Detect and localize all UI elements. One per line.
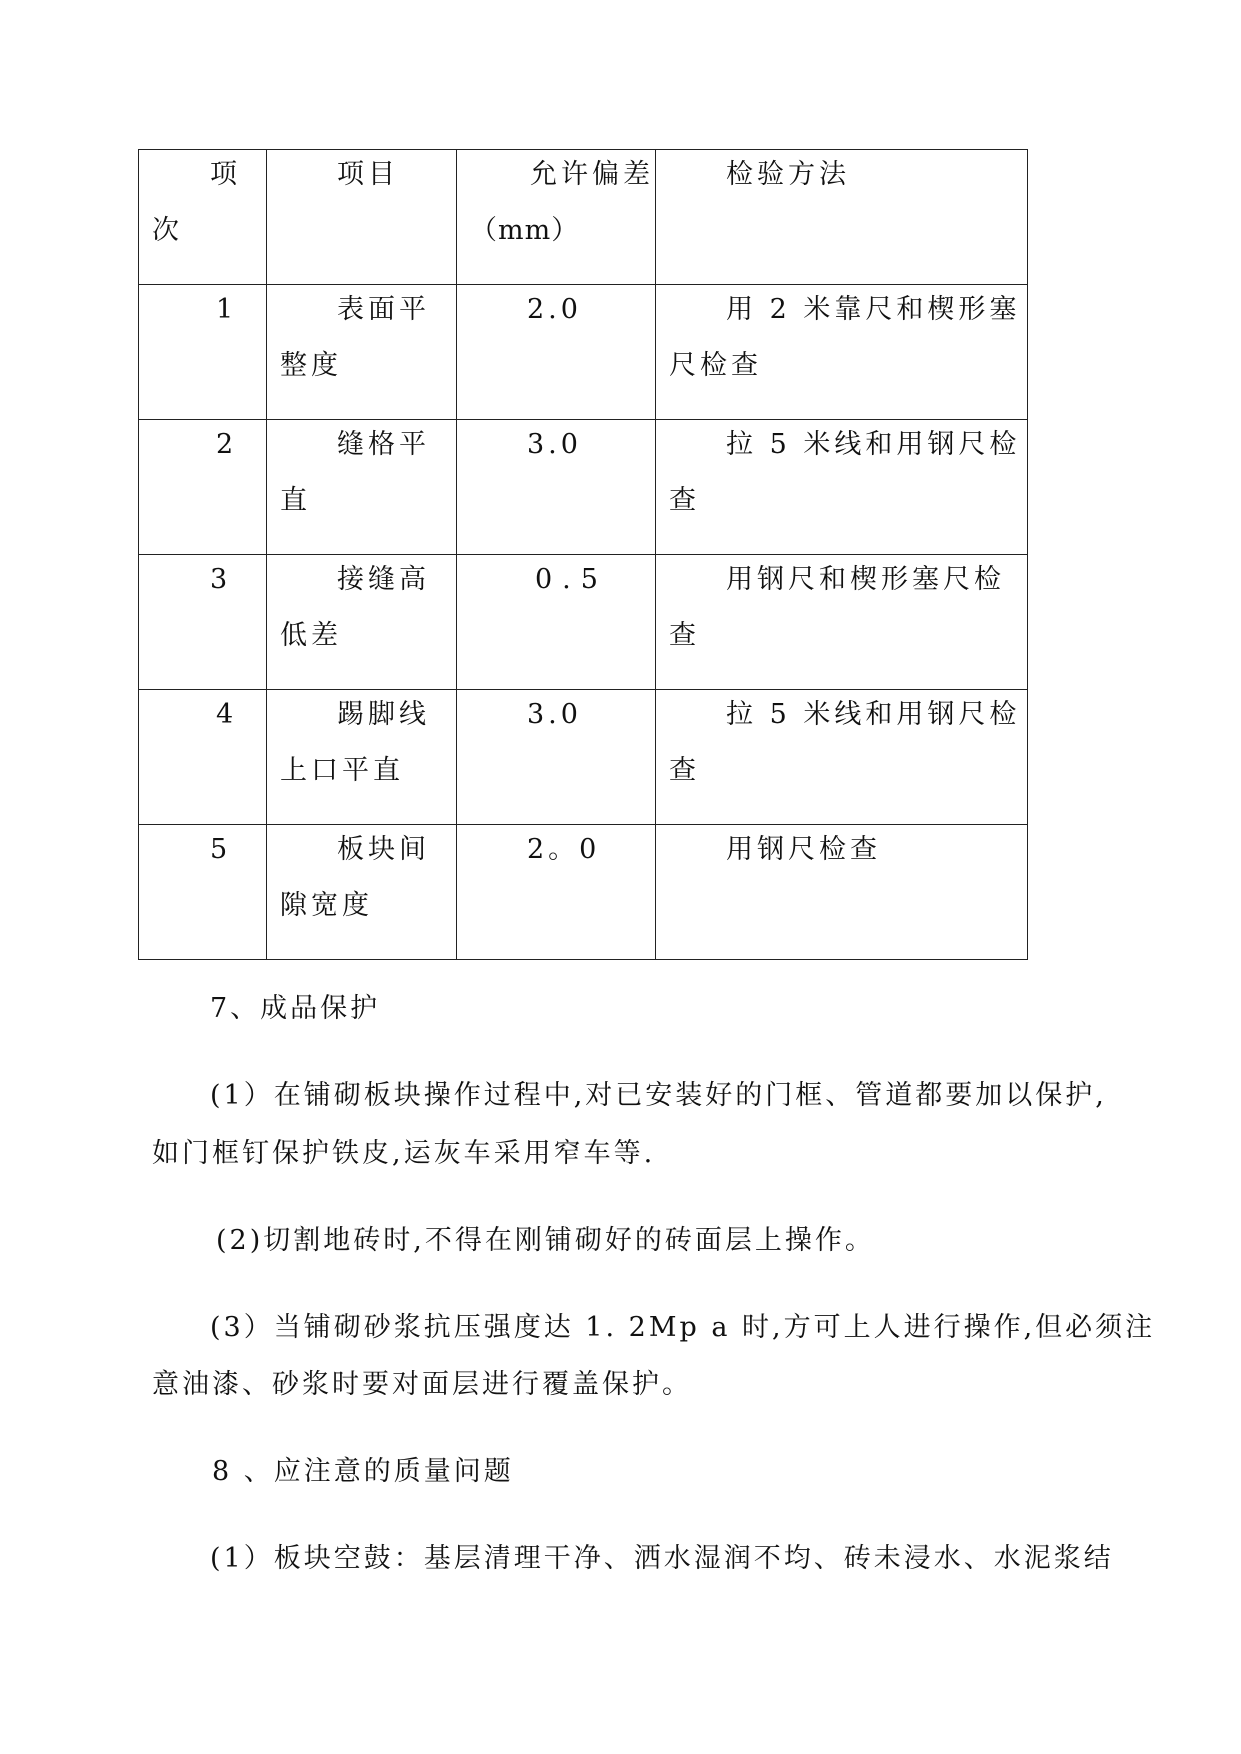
item-line1: 缝格平: [337, 429, 430, 460]
cell-method: [656, 555, 1028, 690]
header-item: [267, 150, 457, 285]
item-line2: 低差: [280, 620, 342, 651]
cell-method: [656, 420, 1028, 555]
method-line1: 拉 5 米线和用钢尺检: [726, 699, 1021, 730]
section-7-para-3-line-1: (3）当铺砌砂浆抗压强度达 1. 2Mp a 时,方可上人进行操作,但必须注: [210, 1312, 1156, 1343]
section-7-para-1-line-1: (1）在铺砌板块操作过程中,对已安装好的门框、管道都要加以保护,: [210, 1080, 1107, 1111]
item-line1: 板块间: [337, 834, 430, 865]
cell-tolerance: [457, 825, 656, 960]
method-line2: 查: [669, 485, 700, 516]
table-row: [139, 825, 1028, 960]
cell-tolerance: [457, 555, 656, 690]
section-7-para-2: (2)切割地砖时,不得在刚铺砌好的砖面层上操作。: [216, 1225, 875, 1256]
section-7-para-1-line-2: 如门框钉保护铁皮,运灰车采用窄车等.: [152, 1138, 656, 1169]
header-method-label: 检验方法: [726, 159, 850, 190]
row-no: 2: [216, 429, 238, 460]
tolerance-value: 0.5: [535, 564, 608, 595]
cell-item: [267, 825, 457, 960]
header-tolerance-line1: 允许偏差: [530, 159, 654, 190]
row-no: 3: [210, 564, 232, 595]
cell-item: [267, 285, 457, 420]
item-line2: 上口平直: [280, 755, 404, 786]
method-line1: 用 2 米靠尺和楔形塞: [726, 294, 1021, 325]
tolerance-value: 3.0: [527, 699, 582, 730]
cell-tolerance: [457, 690, 656, 825]
cell-item: [267, 420, 457, 555]
tolerance-value: 3.0: [527, 429, 582, 460]
cell-method: [656, 285, 1028, 420]
cell-method: [656, 825, 1028, 960]
tolerance-value: 2。0: [527, 834, 601, 865]
header-no-line1: 项: [210, 159, 241, 190]
item-line1: 表面平: [337, 294, 430, 325]
header-no-line2: 次: [152, 215, 183, 246]
cell-no: [139, 420, 267, 555]
item-line2: 整度: [280, 350, 342, 381]
tolerance-table: [138, 149, 1028, 960]
table-row: [139, 420, 1028, 555]
method-line1: 拉 5 米线和用钢尺检: [726, 429, 1021, 460]
cell-item: [267, 690, 457, 825]
cell-no: [139, 690, 267, 825]
table-header-row: [139, 150, 1028, 285]
section-8-title: 8 、应注意的质量问题: [212, 1456, 514, 1487]
method-line1: 用钢尺和楔形塞尺检: [726, 564, 1005, 595]
cell-tolerance: [457, 420, 656, 555]
item-line2: 直: [280, 485, 311, 516]
cell-no: [139, 285, 267, 420]
header-item-label: 项目: [337, 159, 399, 190]
cell-item: [267, 555, 457, 690]
cell-tolerance: [457, 285, 656, 420]
item-line1: 踢脚线: [337, 699, 430, 730]
row-no: 5: [210, 834, 232, 865]
cell-no: [139, 825, 267, 960]
item-line1: 接缝高: [337, 564, 430, 595]
header-method: [656, 150, 1028, 285]
tolerance-value: 2.0: [527, 294, 582, 325]
header-no: [139, 150, 267, 285]
section-8-para-1-line-1: (1）板块空鼓：基层清理干净、洒水湿润不均、砖未浸水、水泥浆结: [210, 1543, 1114, 1574]
method-line2: 查: [669, 755, 700, 786]
method-line2: 查: [669, 620, 700, 651]
cell-method: [656, 690, 1028, 825]
row-no: 1: [216, 294, 238, 325]
header-tolerance-line2: （mm）: [470, 215, 580, 246]
table-row: [139, 555, 1028, 690]
section-7-title: 7、成品保护: [210, 993, 381, 1024]
header-tolerance: [457, 150, 656, 285]
method-line1: 用钢尺检查: [726, 834, 881, 865]
cell-no: [139, 555, 267, 690]
item-line2: 隙宽度: [280, 890, 373, 921]
method-line2: 尺检查: [669, 350, 762, 381]
table-row: [139, 285, 1028, 420]
section-7-para-3-line-2: 意油漆、砂浆时要对面层进行覆盖保护。: [152, 1369, 692, 1400]
table-row: [139, 690, 1028, 825]
row-no: 4: [216, 699, 238, 730]
